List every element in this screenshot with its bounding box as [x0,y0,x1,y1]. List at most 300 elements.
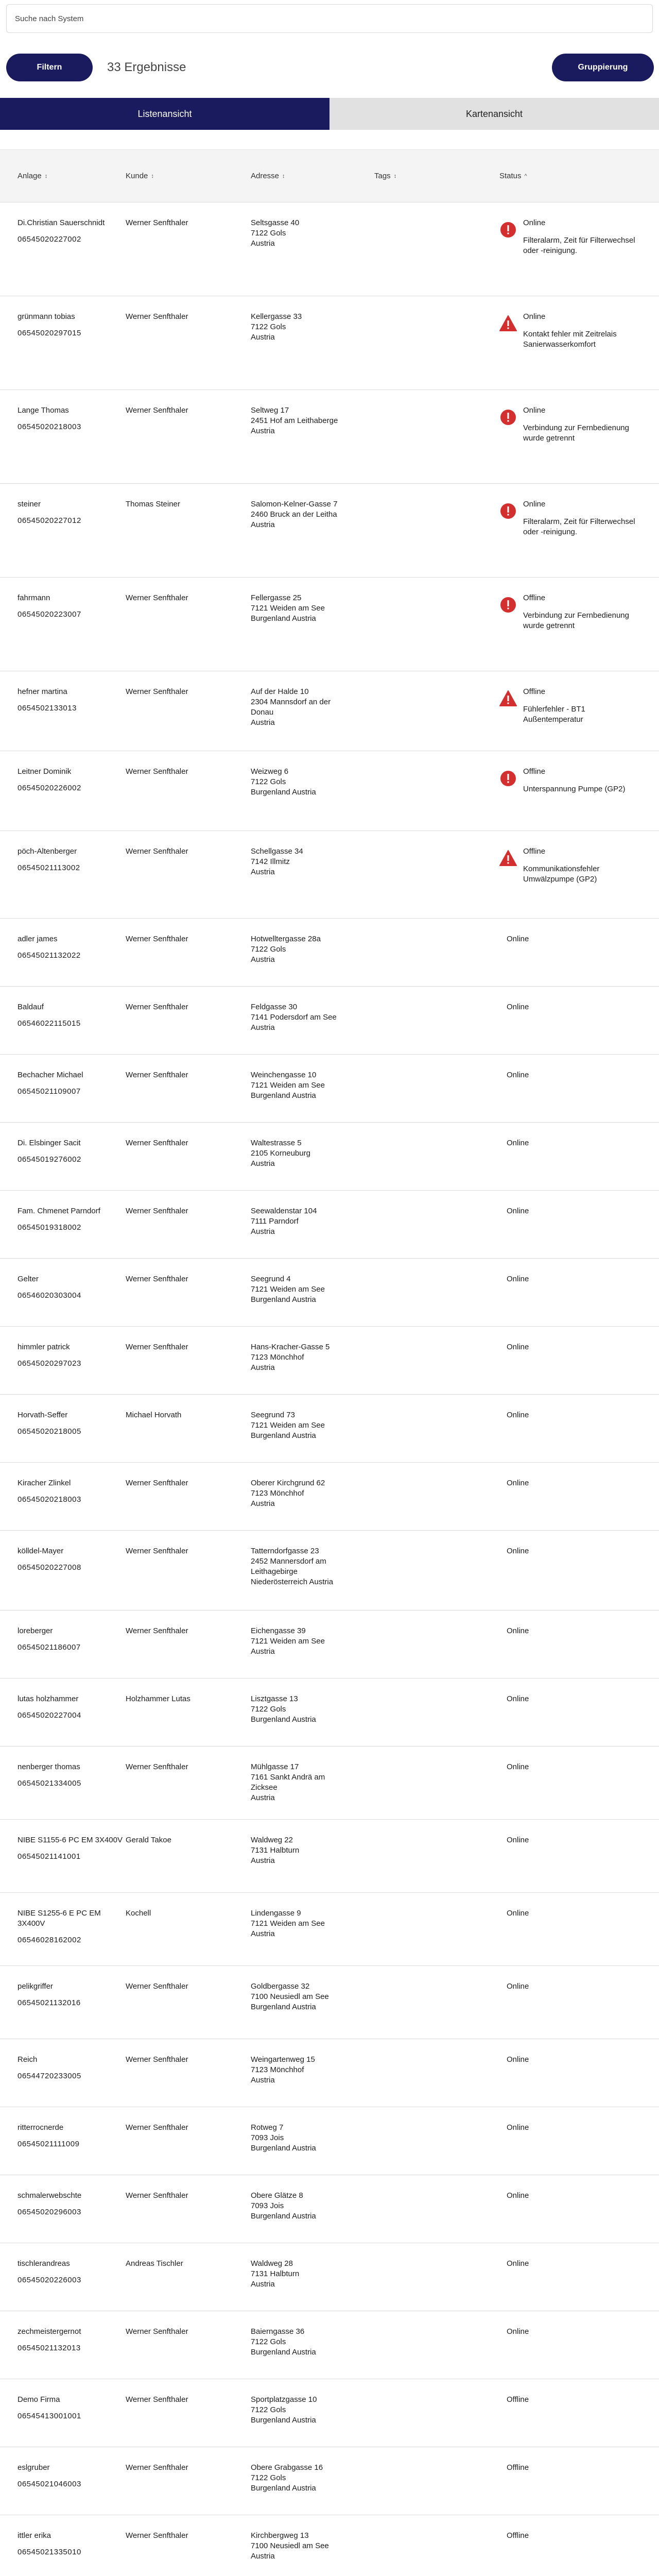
filter-button[interactable]: Filtern [6,54,93,81]
status-label: Online [507,1139,529,1147]
address-line: Austria [251,718,275,727]
status-label: Online [507,1762,529,1771]
address-line: 7122 Gols [251,2337,286,2346]
address-line: Baierngasse 36 [251,2327,305,2336]
table-row[interactable] [0,2447,659,2515]
column-header-tags[interactable] [372,172,497,180]
system-name: loreberger [18,1626,53,1635]
address-line: 7121 Weiden am See [251,1919,325,1928]
address-line: 7141 Podersdorf am See [251,1013,337,1022]
status-label: Online [507,1626,529,1635]
cell-address [249,2107,372,2154]
cell-tags [372,2039,497,2055]
status-label: Online [507,1411,529,1419]
address-line: 7122 Gols [251,777,286,786]
cell-address [249,671,372,728]
system-name: pöch-Altenberger [18,847,77,856]
status-label: Online [507,1275,529,1283]
error-circle-icon [499,221,517,239]
cell-system [0,1463,124,1505]
system-name: ittler erika [18,2531,51,2540]
address-line: 7100 Neusiedl am See [251,1992,329,2001]
cell-tags [372,831,497,846]
cell-status [497,2107,659,2133]
address-line: Burgenland Austria [251,1431,316,1440]
cell-tags [372,1747,497,1762]
cell-address [249,390,372,436]
system-name: Demo Firma [18,2395,60,2404]
address-line: Austria [251,520,275,529]
column-label: Status [499,172,522,180]
cell-address [249,831,372,877]
sort-icon: ↕ [151,173,154,179]
table-row[interactable] [0,919,659,987]
table-row[interactable] [0,2311,659,2379]
address-line: 7122 Gols [251,1705,286,1714]
cell-system [0,919,124,961]
address-line: 2304 Mannsdorf an der [251,698,331,706]
system-name: tischlerandreas [18,2259,70,2268]
cell-system [0,1259,124,1301]
cell-customer: Michael Horvath [126,1411,182,1419]
address-line: Lindengasse 9 [251,1909,301,1918]
address-line: 7122 Gols [251,945,286,954]
table-row[interactable] [0,2107,659,2175]
cell-system [0,578,124,620]
address-line: Austria [251,2280,275,2289]
address-line: Burgenland Austria [251,2484,316,2493]
cell-tags [372,1611,497,1626]
cell-status [497,1679,659,1704]
cell-tags [372,484,497,499]
cell-customer: Werner Senfthaler [126,847,188,856]
address-line: 7121 Weiden am See [251,1285,325,1294]
address-line: Oberer Kirchgrund 62 [251,1479,325,1487]
address-line: Seltweg 17 [251,406,289,415]
cell-customer: Werner Senfthaler [126,2463,188,2472]
status-label: Online [507,2123,529,2132]
address-line: Auf der Halde 10 [251,687,309,696]
cell-status [497,919,659,944]
cell-system [0,1191,124,1233]
system-id: 06545020227012 [18,516,81,525]
system-id: 06545020226002 [18,784,81,792]
status-label: Offline [507,2531,529,2540]
table-row[interactable] [0,1531,659,1611]
cell-status [497,578,659,631]
cell-tags [372,2311,497,2327]
cell-system [0,1531,124,1573]
cell-customer: Werner Senfthaler [126,2123,188,2132]
status-label: Online [523,218,546,227]
address-line: Burgenland Austria [251,614,316,623]
cell-address [249,1679,372,1725]
address-line: 7161 Sankt Andrä am [251,1773,325,1782]
system-id: 06545021334005 [18,1779,81,1788]
table-row[interactable] [0,1679,659,1747]
cell-status [497,1820,659,1845]
table-row[interactable] [0,1966,659,2039]
status-block [499,593,659,631]
address-line: Seegrund 73 [251,1411,295,1419]
address-line: Austria [251,1499,275,1508]
cell-status [497,2379,659,2405]
address-line: 2452 Mannersdorf am [251,1557,326,1566]
system-name: Fam. Chmenet Parndorf [18,1207,100,1215]
cell-status [497,1611,659,1636]
address-line: Burgenland Austria [251,1091,316,1100]
cell-system [0,831,124,873]
address-line: Obere Grabgasse 16 [251,2463,323,2472]
status-block [499,846,659,885]
address-line: 7093 Jois [251,2133,284,2142]
table-row[interactable] [0,484,659,578]
address-line: Waldweg 22 [251,1836,293,1844]
system-id: 06545020218005 [18,1427,81,1436]
cell-customer: Thomas Steiner [126,500,180,509]
cell-address [249,751,372,798]
cell-system [0,671,124,714]
address-line: 7100 Neusiedl am See [251,2541,329,2550]
status-label: Offline [523,687,546,696]
system-name: Kiracher Zlinkel [18,1479,71,1487]
cell-customer: Werner Senfthaler [126,594,188,602]
status-block [499,218,659,256]
cell-tags [372,578,497,593]
cell-address [249,578,372,624]
cell-status [497,2515,659,2541]
system-id: 06545020227008 [18,1563,81,1572]
status-label: Online [507,2191,529,2200]
column-header-anlage[interactable] [0,172,124,180]
address-line: 7121 Weiden am See [251,1081,325,1090]
address-line: 7123 Mönchhof [251,1353,304,1362]
cell-customer: Werner Senfthaler [126,218,188,227]
cell-address [249,296,372,343]
cell-system [0,1123,124,1165]
status-label: Online [523,312,546,321]
system-id: 06545020218003 [18,1495,81,1504]
address-line: Austria [251,1159,275,1168]
address-line: 7122 Gols [251,2405,286,2414]
column-label: Adresse [251,172,280,180]
status-details [523,593,647,631]
column-header-kunde[interactable] [124,172,249,180]
status-label: Online [507,1207,529,1215]
address-line: Goldbergasse 32 [251,1982,310,1991]
cell-customer: Werner Senfthaler [126,1547,188,1555]
table-row[interactable] [0,831,659,919]
status-details [523,767,625,794]
column-header-adresse[interactable] [249,172,372,180]
table-row[interactable] [0,2243,659,2311]
tab-map-view[interactable]: Kartenansicht [330,98,659,130]
tab-list-view[interactable]: Listenansicht [0,98,330,130]
status-label: Offline [523,847,546,856]
address-line: Rotweg 7 [251,2123,284,2132]
table-row[interactable] [0,1327,659,1395]
cell-system [0,1327,124,1369]
system-id: 06545021109007 [18,1087,81,1096]
cell-customer: Werner Senfthaler [126,1207,188,1215]
cell-customer: Werner Senfthaler [126,1982,188,1991]
table-row[interactable] [0,2379,659,2447]
cell-system [0,751,124,793]
status-label: Online [507,1836,529,1844]
cell-address [249,2039,372,2086]
cell-address [249,202,372,249]
cell-address [249,484,372,530]
status-label: Online [523,406,546,415]
system-name: NIBE S1155-6 PC EM 3X400V [18,1836,123,1844]
cell-system [0,1395,124,1437]
system-id: 06545020296003 [18,2208,81,2216]
table-row[interactable] [0,1191,659,1259]
cell-system [0,1055,124,1097]
cell-address [249,2379,372,2426]
table-row[interactable] [0,1747,659,1820]
table-row[interactable] [0,987,659,1055]
address-line: Mühlgasse 17 [251,1762,299,1771]
cell-tags [372,671,497,687]
address-line: Fellergasse 25 [251,594,302,602]
cell-customer: Werner Senfthaler [126,2327,188,2336]
system-id: 06545021046003 [18,2480,81,2488]
status-label: Online [507,1694,529,1703]
warning-triangle-icon [499,315,517,332]
address-line: Austria [251,1793,275,1802]
table-row[interactable] [0,578,659,671]
system-id: 06545019318002 [18,1223,81,1232]
cell-tags [372,2107,497,2123]
cell-tags [372,1966,497,1981]
status-block [499,499,659,537]
address-line: Leithagebirge [251,1567,298,1576]
table-row[interactable] [0,390,659,484]
table-row[interactable] [0,2515,659,2576]
address-line: Seewaldenstar 104 [251,1207,317,1215]
cell-status [497,484,659,537]
cell-tags [372,751,497,767]
cell-system [0,1820,124,1862]
system-id: 06545021111009 [18,2140,80,2148]
table-row[interactable] [0,1123,659,1191]
cell-system [0,390,124,432]
cell-customer: Holzhammer Lutas [126,1694,190,1703]
address-line: Burgenland Austria [251,788,316,796]
status-label: Offline [507,2463,529,2472]
cell-status [497,1055,659,1080]
cell-status [497,2447,659,2473]
address-line: Austria [251,1023,275,1032]
status-description: Filteralarm, Zeit für Filterwechsel oder -reinigung. [523,517,635,536]
cell-address [249,2447,372,2494]
cell-customer: Werner Senfthaler [126,935,188,943]
system-name: fahrmann [18,594,50,602]
system-name: NIBE S1255-6 E PC EM 3X400V [18,1909,101,1928]
status-description: Verbindung zur Fernbedienung wurde getrennt [523,423,629,443]
address-line: 7121 Weiden am See [251,1637,325,1646]
cell-status [497,1259,659,1284]
system-name: pelikgriffer [18,1982,53,1991]
address-line: Weizweg 6 [251,767,289,776]
address-line: Obere Glätze 8 [251,2191,303,2200]
address-line: Zicksee [251,1783,278,1792]
address-line: 2460 Bruck an der Leitha [251,510,337,519]
system-name: grünmann tobias [18,312,75,321]
cell-status [497,202,659,256]
address-line: Burgenland Austria [251,2212,316,2221]
status-label: Online [507,2327,529,2336]
column-label: Tags [374,172,391,180]
system-name: schmalerwebschte [18,2191,82,2200]
cell-tags [372,1893,497,1908]
table-row[interactable] [0,671,659,751]
warning-triangle-icon [499,850,517,867]
system-id: 0654502133013 [18,704,77,713]
cell-system [0,1966,124,2008]
table-row[interactable] [0,1820,659,1893]
cell-address [249,919,372,965]
cell-address [249,2243,372,2290]
cell-customer: Werner Senfthaler [126,687,188,696]
address-line: Waldweg 28 [251,2259,293,2268]
cell-address [249,2515,372,2562]
cell-customer: Werner Senfthaler [126,767,188,776]
sort-icon: ^ [524,173,527,179]
table-row[interactable] [0,2175,659,2243]
cell-tags [372,1259,497,1274]
address-line: 7123 Mönchhof [251,2065,304,2074]
cell-system [0,296,124,338]
address-line: Austria [251,333,275,342]
table-row[interactable] [0,751,659,831]
address-line: 7093 Jois [251,2201,284,2210]
system-id: 06545020297015 [18,329,81,337]
table-row[interactable] [0,1893,659,1966]
system-id: 06546028162002 [18,1936,81,1944]
address-line: Kirchbergweg 13 [251,2531,309,2540]
address-line: 7122 Gols [251,323,286,331]
cell-tags [372,1327,497,1342]
cell-system [0,2243,124,2285]
cell-system [0,2515,124,2557]
cell-status [497,1966,659,1992]
cell-system [0,2447,124,2489]
status-label: Offline [507,2395,529,2404]
cell-address [249,1259,372,1305]
cell-system [0,202,124,245]
system-id: 06545020223007 [18,610,81,619]
cell-tags [372,1395,497,1410]
cell-customer: Werner Senfthaler [126,2531,188,2540]
error-circle-icon [499,409,517,426]
status-details [523,687,647,725]
cell-status [497,1395,659,1420]
system-name: Baldauf [18,1003,44,1011]
search-input[interactable] [6,4,653,33]
cell-customer: Werner Senfthaler [126,312,188,321]
system-name: Di. Elsbinger Sacit [18,1139,81,1147]
cell-customer: Werner Senfthaler [126,1626,188,1635]
cell-status [497,1327,659,1352]
address-line: Sportplatzgasse 10 [251,2395,317,2404]
address-line: 2105 Korneuburg [251,1149,310,1158]
cell-tags [372,2175,497,2191]
table-row[interactable] [0,1611,659,1679]
table-row[interactable] [0,1395,659,1463]
address-line: 7122 Gols [251,2473,286,2482]
cell-customer: Kochell [126,1909,151,1918]
grouping-button[interactable]: Gruppierung [552,54,654,81]
system-name: lutas holzhammer [18,1694,79,1703]
table-body [0,202,659,2576]
system-id: 06545020297023 [18,1359,81,1368]
cell-status [497,1123,659,1148]
address-line: Austria [251,2552,275,2561]
column-header-status[interactable] [497,172,659,180]
system-id: 06544720233005 [18,2072,81,2080]
cell-system [0,1679,124,1721]
cell-status [497,831,659,885]
cell-tags [372,2243,497,2259]
cell-status [497,2039,659,2065]
cell-customer: Werner Senfthaler [126,2395,188,2404]
table-row[interactable] [0,202,659,296]
table-row[interactable] [0,1055,659,1123]
table-row[interactable] [0,2039,659,2107]
address-line: Seltsgasse 40 [251,218,300,227]
table-row[interactable] [0,296,659,390]
cell-status [497,1463,659,1488]
status-label: Online [507,935,529,943]
cell-status [497,1893,659,1919]
system-name: Reich [18,2055,38,2064]
address-line: 7131 Halbturn [251,2269,300,2278]
address-line: Hans-Kracher-Gasse 5 [251,1343,330,1351]
system-name: hefner martina [18,687,67,696]
cell-system [0,1747,124,1789]
address-line: Schellgasse 34 [251,847,303,856]
system-id: 06545021132022 [18,951,81,960]
system-id: 06545021335010 [18,2548,81,2556]
status-description: Kontakt fehler mit Zeitrelais Sanierwasserkomfort [523,330,617,349]
address-line: Burgenland Austria [251,2144,316,2153]
address-line: Donau [251,708,274,717]
status-label: Online [507,2055,529,2064]
cell-address [249,1747,372,1803]
cell-customer: Werner Senfthaler [126,1139,188,1147]
cell-status [497,2311,659,2337]
cell-system [0,2107,124,2149]
cell-address [249,1123,372,1169]
system-id: 06545020227002 [18,235,81,244]
cell-system [0,2039,124,2081]
status-label: Offline [523,767,546,776]
cell-status [497,1747,659,1772]
status-label: Online [507,1479,529,1487]
column-label: Kunde [126,172,148,180]
cell-system [0,1893,124,1945]
address-line: Kellergasse 33 [251,312,302,321]
address-line: 7121 Weiden am See [251,604,325,613]
table-row[interactable] [0,1463,659,1531]
cell-system [0,2379,124,2421]
table-row[interactable] [0,1259,659,1327]
cell-address [249,1055,372,1101]
status-block [499,312,659,350]
address-line: Burgenland Austria [251,2003,316,2011]
